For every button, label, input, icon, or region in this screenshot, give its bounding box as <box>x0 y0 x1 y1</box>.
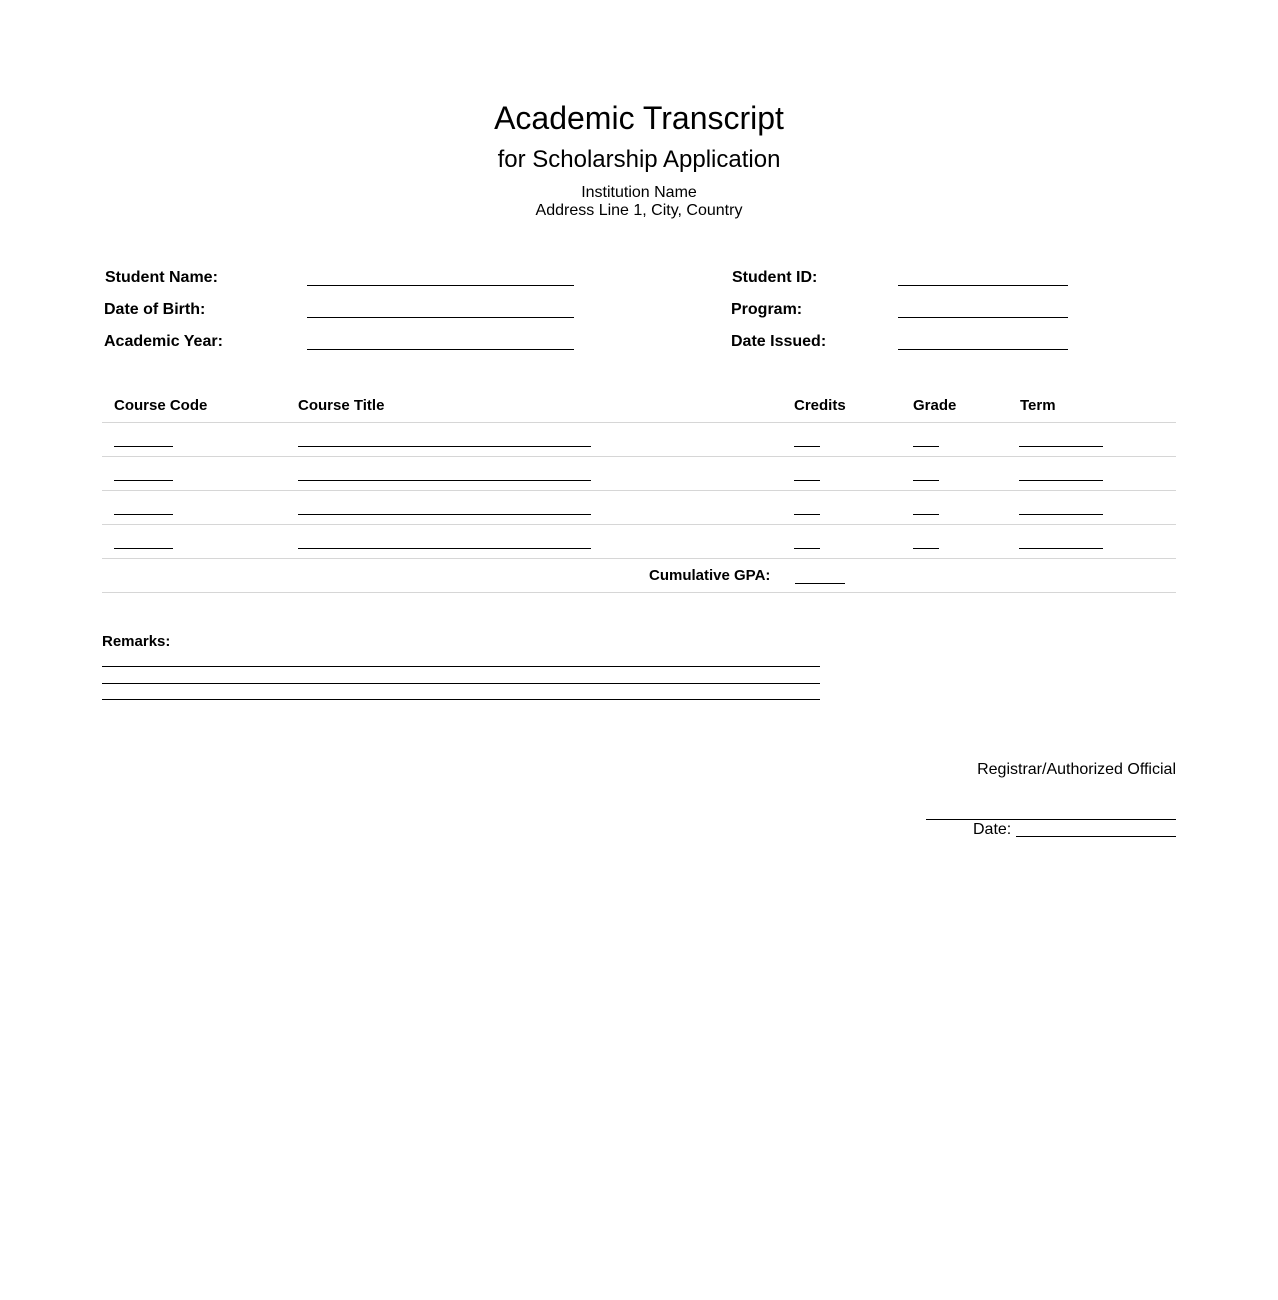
student-id-field[interactable] <box>898 285 1068 286</box>
course-title-field[interactable] <box>298 514 591 515</box>
row-separator <box>102 558 1176 559</box>
column-header-credits: Credits <box>794 397 846 414</box>
term-field[interactable] <box>1019 548 1103 549</box>
table-bottom-border <box>102 592 1176 593</box>
credits-field[interactable] <box>794 480 820 481</box>
row-separator <box>102 524 1176 525</box>
course-code-field[interactable] <box>114 480 173 481</box>
row-separator <box>102 456 1176 457</box>
student-name-label: Student Name: <box>105 269 218 286</box>
credits-field[interactable] <box>794 548 820 549</box>
credits-field[interactable] <box>794 446 820 447</box>
academic-year-field[interactable] <box>307 349 574 350</box>
remarks-line[interactable] <box>102 699 820 700</box>
student-id-label: Student ID: <box>732 269 818 286</box>
row-separator <box>102 490 1176 491</box>
document-title: Academic Transcript <box>494 100 784 136</box>
grade-field[interactable] <box>913 548 939 549</box>
term-field[interactable] <box>1019 514 1103 515</box>
column-header-grade: Grade <box>913 397 957 414</box>
program-label: Program: <box>731 301 803 318</box>
remarks-label: Remarks: <box>102 633 171 650</box>
course-title-field[interactable] <box>298 446 591 447</box>
column-header-term: Term <box>1020 397 1056 414</box>
program-field[interactable] <box>898 317 1068 318</box>
course-title-field[interactable] <box>298 548 591 549</box>
cumulative-gpa-field[interactable] <box>795 583 845 584</box>
course-code-field[interactable] <box>114 548 173 549</box>
date-of-birth-label: Date of Birth: <box>104 301 206 318</box>
date-of-birth-field[interactable] <box>307 317 574 318</box>
column-header-course-title: Course Title <box>298 397 385 414</box>
institution-name: Institution Name <box>581 184 697 201</box>
term-field[interactable] <box>1019 480 1103 481</box>
document-subtitle: for Scholarship Application <box>497 146 781 173</box>
course-title-field[interactable] <box>298 480 591 481</box>
grade-field[interactable] <box>913 514 939 515</box>
column-header-course-code: Course Code <box>114 397 208 414</box>
signature-line[interactable] <box>926 819 1176 820</box>
date-issued-field[interactable] <box>898 349 1068 350</box>
grade-field[interactable] <box>913 446 939 447</box>
grade-field[interactable] <box>913 480 939 481</box>
signature-date-label: Date: <box>973 821 1012 838</box>
cumulative-gpa-label: Cumulative GPA: <box>649 567 771 584</box>
course-code-field[interactable] <box>114 514 173 515</box>
academic-year-label: Academic Year: <box>104 333 223 350</box>
date-issued-label: Date Issued: <box>731 333 827 350</box>
institution-address: Address Line 1, City, Country <box>535 202 743 219</box>
signature-date-field[interactable] <box>1016 836 1176 837</box>
credits-field[interactable] <box>794 514 820 515</box>
remarks-line[interactable] <box>102 666 820 667</box>
remarks-line[interactable] <box>102 683 820 684</box>
term-field[interactable] <box>1019 446 1103 447</box>
signature-title: Registrar/Authorized Official <box>977 761 1176 778</box>
header-separator <box>102 422 1176 423</box>
student-name-field[interactable] <box>307 285 574 286</box>
course-code-field[interactable] <box>114 446 173 447</box>
